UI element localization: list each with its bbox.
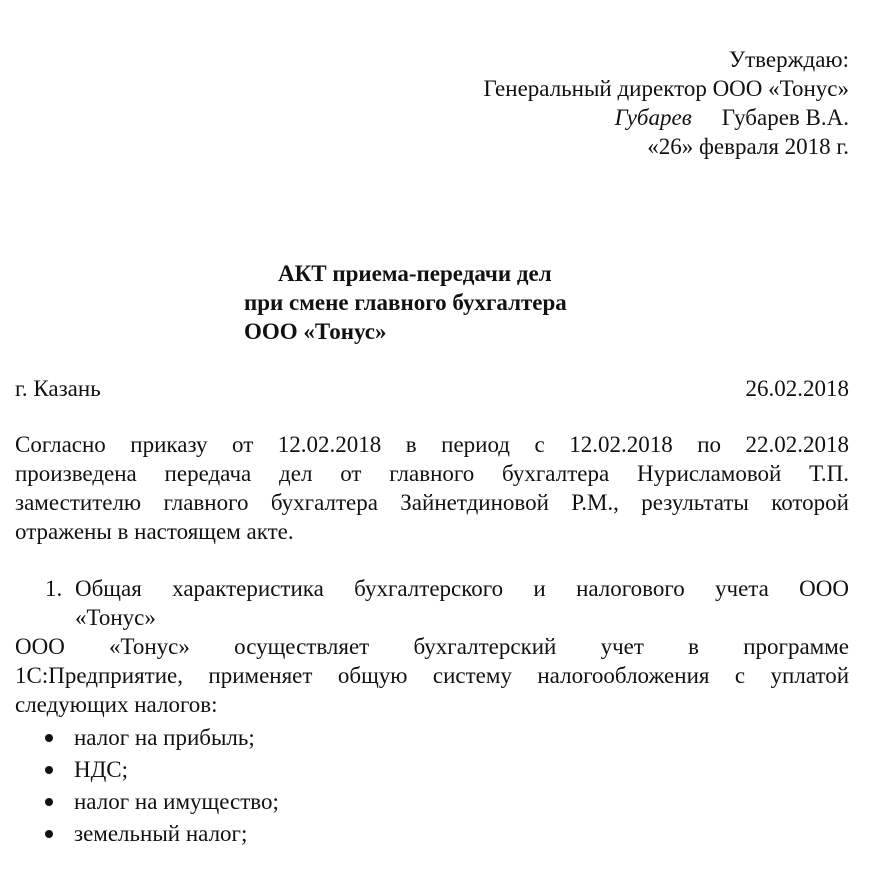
paragraph-line: 1С:Предприятие, применяет общую систему налогообложения с уплатой — [15, 663, 849, 688]
approval-heading: Утверждаю: — [728, 47, 849, 72]
bullet-icon — [45, 830, 53, 838]
document-date: 26.02.2018 — [745, 376, 849, 401]
list-item-text: земельный налог; — [74, 821, 248, 846]
paragraph-line: Согласно приказу от 12.02.2018 в период с 12.02.2018 по 22.02.2018 — [15, 432, 849, 457]
bullet-icon — [45, 798, 53, 806]
approval-date: «26» февраля 2018 г. — [647, 134, 849, 159]
signer-name: Губарев В.А. — [721, 105, 849, 130]
bullet-icon — [45, 734, 53, 742]
paragraph-line: ООО «Тонус» осуществляет бухгалтерский учет в программе — [15, 634, 849, 659]
title-line-2: при смене главного бухгалтера — [244, 290, 567, 315]
list-item — [15, 787, 279, 819]
approval-block — [484, 45, 849, 161]
city: г. Казань — [15, 376, 101, 401]
paragraph-line: отражены в настоящем акте. — [15, 519, 294, 544]
approval-position: Генеральный директор ООО «Тонус» — [483, 76, 849, 101]
list-item-text: налог на прибыль; — [74, 725, 255, 750]
bullet-icon — [45, 766, 53, 774]
list-item-text: налог на имущество; — [74, 789, 279, 814]
title-line-1: АКТ приема-передачи дел — [278, 261, 552, 286]
paragraph-line: произведена передача дел от главного бухгалтера Нурисламовой Т.П. — [15, 461, 849, 486]
section-heading-line: «Тонус» — [75, 605, 156, 630]
list-item — [15, 723, 279, 755]
section-number: 1. — [45, 576, 63, 601]
handwritten-signature: Губарев — [614, 105, 692, 130]
tax-list — [15, 723, 279, 851]
paragraph-line: следующих налогов: — [15, 692, 218, 717]
intro-paragraph — [15, 430, 849, 546]
title-line-3: ООО «Тонус» — [244, 319, 387, 344]
signature-row — [484, 103, 849, 132]
paragraph-line: заместителю главного бухгалтера Зайнетдиновой Р.М., результаты которой — [15, 490, 849, 515]
document-title — [244, 259, 567, 346]
list-item — [15, 819, 279, 851]
city-date-row — [15, 374, 849, 403]
section-1-heading — [15, 574, 849, 632]
section-heading-line: Общая характеристика бухгалтерского и налогового учета ООО — [75, 576, 849, 601]
section-1-paragraph — [15, 632, 849, 719]
list-item — [15, 755, 279, 787]
list-item-text: НДС; — [74, 757, 129, 782]
